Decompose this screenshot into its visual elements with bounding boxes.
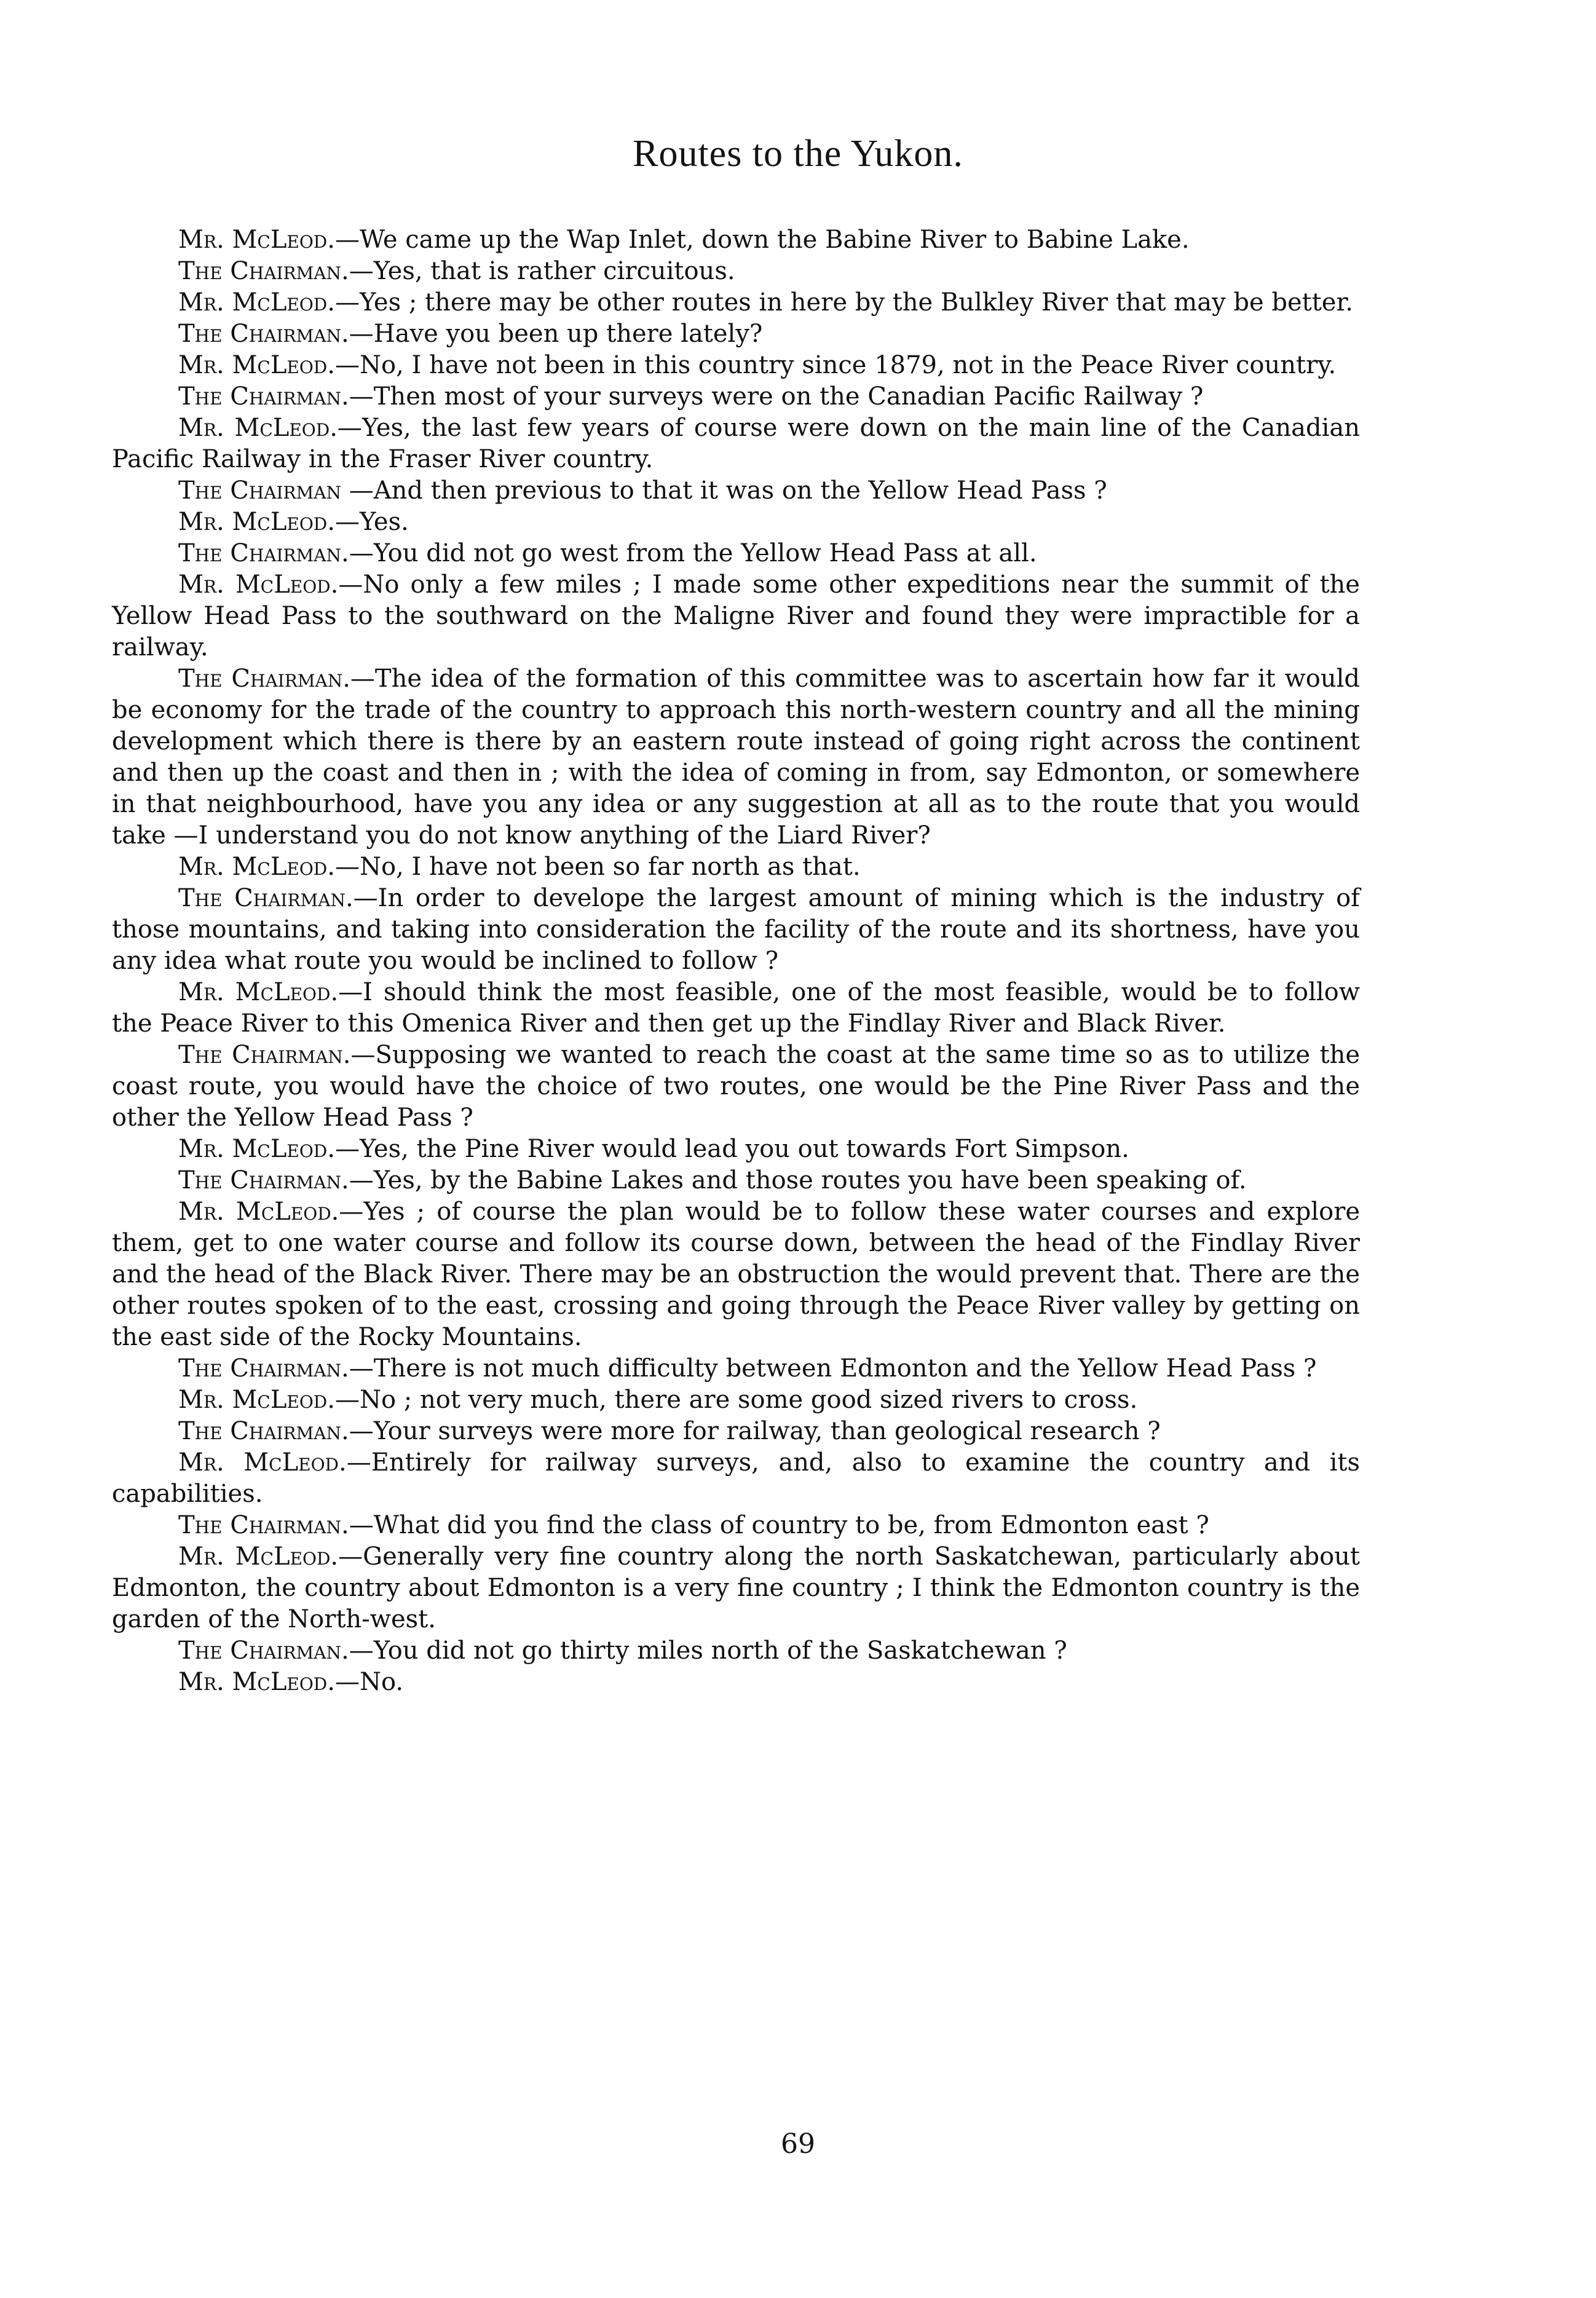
speaker-label: Mr. McLeod. [178,414,338,442]
paragraph-text: —Yes ; of course the plan would be to follow these water courses and explore them, get to one water course and follow its course down, between the head of the Findlay River and the head of the Black River. There may be an obstruction the would prevent that. There are the other routes spoken of to the east, crossing and going through the Peace River valley by getting on the east side of the Rocky Mountains. [112,1198,1360,1351]
transcript-paragraph [112,1667,1360,1698]
transcript-paragraph [112,1134,1360,1165]
speaker-label: Mr. McLeod. [178,1668,335,1696]
speaker-label: The Chairman. [178,1511,349,1539]
paragraph-text: —You did not go west from the Yellow Head Pass at all. [349,539,1037,567]
speaker-label: The Chairman. [178,257,349,285]
transcript-paragraph [112,851,1360,883]
paragraph-text: —We came up the Wap Inlet, down the Babine River to Babine Lake. [334,226,1190,254]
transcript-paragraph [112,318,1360,350]
paragraph-text: —Your surveys were more for railway, than geological research ? [349,1417,1161,1445]
transcript-paragraph [112,507,1360,538]
transcript-paragraph [112,1635,1360,1667]
speaker-label: The Chairman. [178,1354,349,1383]
speaker-label: The Chairman. [178,1417,349,1445]
paragraph-text: —Generally very fine country along the north Saskatchewan, particularly about Edmonton, the country about Edmonton is a very fine country ; I think the Edmonton country is the garden of the North-west. [112,1542,1360,1633]
page-title: Routes to the Yukon. [633,133,963,175]
paragraph-text: —Have you been up there lately? [349,320,763,348]
speaker-label: Mr. McLeod. [178,1386,335,1414]
transcript-paragraph [112,1165,1360,1196]
speaker-label: Mr. McLeod. [178,853,335,881]
paragraph-text: —No, I have not been so far north as that. [334,853,861,881]
speaker-label: Mr. McLeod. [178,288,335,317]
transcript-paragraph [112,1384,1360,1416]
paragraph-text: —What did you find the class of country to be, from Edmonton east ? [349,1511,1209,1539]
transcript-paragraph [112,256,1360,287]
paragraph-text: —Then most of your surveys were on the Canadian Pacific Railway ? [349,382,1204,411]
speaker-label: The Chairman. [178,1166,349,1194]
transcript-paragraph [112,381,1360,413]
transcript-paragraph [112,883,1360,977]
speaker-label: Mr. McLeod. [178,978,339,1006]
paragraph-text: —There is not much difficulty between Edmonton and the Yellow Head Pass ? [349,1354,1317,1383]
paragraph-text: —No only a few miles ; I made some other expeditions near the summit of the Yellow Head Pass to the southward on the Maligne River and found they were impractible for a railway. [112,571,1360,661]
speaker-label: Mr. McLeod. [178,351,335,379]
speaker-label: Mr. McLeod. [178,226,335,254]
transcript-paragraph [112,1196,1360,1353]
speaker-label: The Chairman. [178,539,349,567]
paragraph-text: —Entirely for railway surveys, and, also to examine the country and its capabilities. [112,1448,1360,1508]
paragraph-text: —Yes ; there may be other routes in here by the Bulkley River that may be better. [334,288,1353,317]
speaker-label: Mr. McLeod. [178,1448,347,1477]
speaker-label: The Chairman. [178,1041,351,1069]
speaker-label: The Chairman [178,476,342,505]
speaker-label: Mr. McLeod. [178,1198,339,1226]
transcript-paragraph [112,1447,1360,1510]
transcript-paragraph [112,1353,1360,1384]
speaker-label: The Chairman. [178,1637,349,1665]
page-number: 69 [781,2128,815,2160]
paragraph-text: —In order to develope the largest amount of mining which is the industry of those mountains, and taking into consideration the facility of the route and its shortness, have you any idea what route you would be inclined to follow ? [112,884,1360,975]
paragraph-text: —Yes, by the Babine Lakes and those routes you have been speaking of. [349,1166,1247,1194]
transcript-paragraph [112,1541,1360,1635]
paragraph-text: —Yes, the last few years of course were down on the main line of the Canadian Pacific Railway in the Fraser River country. [112,414,1360,473]
paragraph-text: —No ; not very much, there are some good sized rivers to cross. [334,1386,1138,1414]
speaker-label: The Chairman. [178,320,349,348]
paragraph-text: —Yes, that is rather circuitous. [349,257,735,285]
transcript-paragraph [112,350,1360,381]
transcript-paragraph [112,224,1360,256]
transcript-paragraph [112,287,1360,318]
speaker-label: Mr. McLeod. [178,1542,339,1571]
paragraph-text: —You did not go thirty miles north of the Saskatchewan ? [349,1637,1067,1665]
transcript-paragraph [112,1416,1360,1447]
transcript-paragraph [112,1510,1360,1541]
paragraph-text: —I should think the most feasible, one of the most feasible, would be to follow the Peace River to this Omenica River and then get up the Findlay River and Black River. [112,978,1360,1038]
paragraph-text: —No, I have not been in this country since 1879, not in the Peace River country. [334,351,1337,379]
transcript-paragraph [112,538,1360,569]
paragraph-text: —Supposing we wanted to reach the coast at the same time so as to utilize the coast route, you would have the choice of two routes, one would be the Pine River Pass and the other the Yellow Head Pass ? [112,1041,1360,1132]
speaker-label: Mr. McLeod. [178,571,339,599]
speaker-label: Mr. McLeod. [178,1135,335,1163]
speaker-label: The Chairman. [178,884,354,912]
speaker-label: Mr. McLeod. [178,508,335,536]
paragraph-text: —No. [334,1668,404,1696]
transcript-paragraph [112,569,1360,663]
transcript-paragraph [112,1040,1360,1134]
transcript-body [112,224,1360,1698]
transcript-paragraph [112,413,1360,475]
transcript-paragraph [112,663,1360,851]
paragraph-text: —The idea of the formation of this committee was to ascertain how far it would be economy for the trade of the country to approach this north-western country and all the mining development which there is there by an eastern route instead of going right across the continent and then up the coast and then in ; with the idea of coming in from, say Edmonton, or somewhere in that neighbourhood, have you any idea or any suggestion at all as to the route that you would take —I understand you do not know anything of the Liard River? [112,665,1360,850]
paragraph-text: —And then previous to that it was on the Yellow Head Pass ? [341,476,1107,505]
paragraph-text: —Yes. [334,508,409,536]
paragraph-text: —Yes, the Pine River would lead you out towards Fort Simpson. [334,1135,1129,1163]
speaker-label: The Chairman. [178,382,349,411]
transcript-paragraph [112,977,1360,1040]
speaker-label: The Chairman. [178,665,350,693]
transcript-paragraph [112,475,1360,507]
